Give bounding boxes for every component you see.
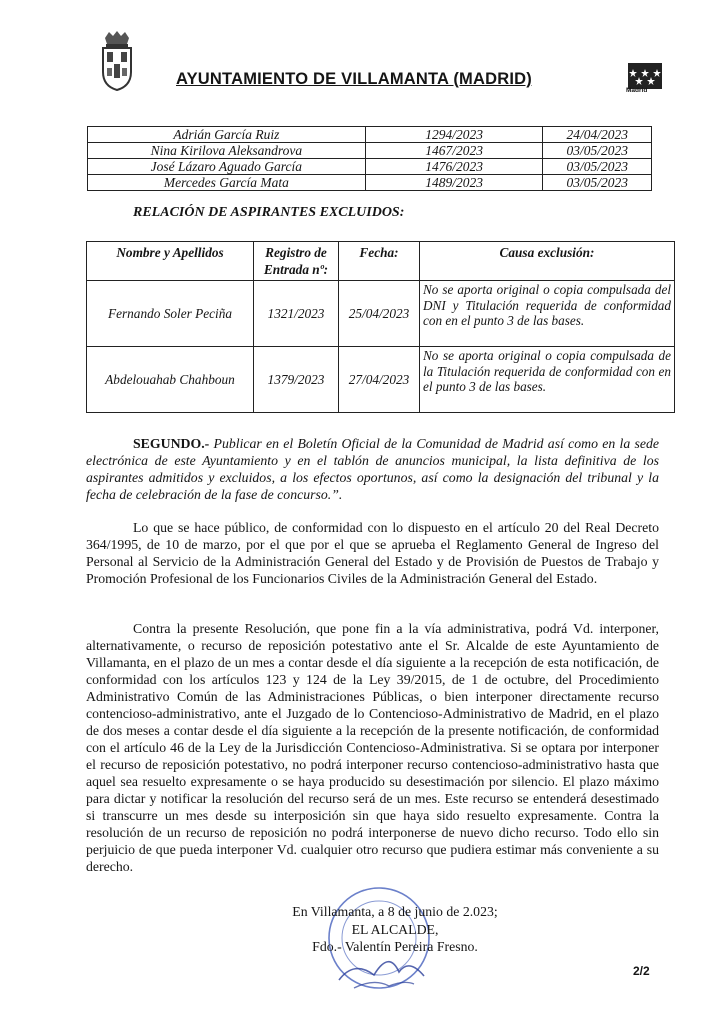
registry-number: 1379/2023 xyxy=(254,347,339,413)
table-header-row xyxy=(87,242,675,281)
admitted-table xyxy=(87,126,652,191)
table-row xyxy=(88,143,652,159)
registry-date: 03/05/2023 xyxy=(543,143,652,159)
appeal-paragraph xyxy=(86,620,659,875)
table-row xyxy=(88,127,652,143)
segundo-paragraph xyxy=(86,435,659,503)
registry-date: 25/04/2023 xyxy=(339,281,420,347)
exclusion-cause: No se aporta original o copia compulsada del DNI y Titulación requerida de conformidad con en el punto 3 de las bases. xyxy=(420,281,675,347)
registry-date: 03/05/2023 xyxy=(543,175,652,191)
excluded-table xyxy=(86,241,675,413)
registry-date: 03/05/2023 xyxy=(543,159,652,175)
page-number: 2/2 xyxy=(633,964,650,978)
column-header: Causa exclusión: xyxy=(420,242,675,281)
signer-name: Fdo.- Valentín Pereira Fresno. xyxy=(312,939,478,954)
column-header: Fecha: xyxy=(339,242,420,281)
applicant-name: Adrián García Ruiz xyxy=(88,127,366,143)
column-header: Registro de Entrada nº: xyxy=(254,242,339,281)
signature-block xyxy=(280,903,510,956)
segundo-label: SEGUNDO.- xyxy=(133,436,210,451)
paragraph-text: Lo que se hace público, de conformidad con lo dispuesto en el artículo 20 del Real Decreto 364/1995, de 10 de marzo, por el que por el que se aprueba el Reglamento General de Ingreso del Personal al Servicio de la Administración General del Estado y de Provisión de Puestos de Trabajo y Promoción Profesional de los Funcionarios Civiles de la Administración General del Estado. xyxy=(86,520,659,586)
column-header: Nombre y Apellidos xyxy=(87,242,254,281)
table-row xyxy=(87,347,675,413)
applicant-name: Abdelouahab Chahboun xyxy=(87,347,254,413)
registry-date: 24/04/2023 xyxy=(543,127,652,143)
signer-role: EL ALCALDE, xyxy=(351,921,439,937)
applicant-name: Fernando Soler Peciña xyxy=(87,281,254,347)
registry-number: 1476/2023 xyxy=(365,159,543,175)
applicant-name: José Lázaro Aguado García xyxy=(88,159,366,175)
paragraph-text: Contra la presente Resolución, que pone fin a la vía administrativa, podrá Vd. interponer, alternativamente, o recurso de reposición potestativo ante el Sr. Alcalde de este Ayuntamiento de Villamanta, en el plazo de un mes a contar desde el día siguiente a la recepción de esta notificación, de conformidad con los artículos 123 y 124 de la Ley 39/2015, de 1 de octubre, del Procedimiento Administrativo Común de las Administraciones Públicas, o bien interponer directamente recurso contencioso-administrativo, ante el Juzgado de lo Contencioso-Administrativo de Madrid, en el plazo de dos meses a contar desde el día siguiente a la recepción de la presente notificación, de conformidad con el artículo 46 de la Ley de la Jurisdicción Contencioso-Administrativa. Si se optara por interponer el recurso de reposición potestativo, no podrá interponer recurso contencioso-administrativo hasta que aquel sea resuelto expresamente o se haya producido su desestimación por silencio. El plazo máximo para dictar y notificar la resolución del recurso será de un mes. Este recurso se entenderá desestimado si transcurre un mes desde su interposición sin que haya sido resuelto expresamente. Contra la resolución de un recurso de reposición no podrá interponerse de nuevo dicho recurso. Todo ello sin perjuicio de que pueda interponer Vd. cualquier otro recurso que pudiera estimar más conveniente a su derecho. xyxy=(86,621,659,874)
excluded-heading: RELACIÓN DE ASPIRANTES EXCLUIDOS: xyxy=(133,205,405,220)
applicant-name: Mercedes García Mata xyxy=(88,175,366,191)
registry-number: 1489/2023 xyxy=(365,175,543,191)
coat-of-arms-icon xyxy=(93,30,141,92)
registry-number: 1467/2023 xyxy=(365,143,543,159)
segundo-text: Publicar en el Boletín Oficial de la Comunidad de Madrid así como en la sede electrónica de este Ayuntamiento y en el tablón de anuncios municipal, la lista definitiva de los aspirantes admitidos y excluidos, a los efectos oportunos, así como la designación del tribunal y la fecha de celebración de la fase de concurso.”. xyxy=(86,436,659,502)
exclusion-cause: No se aporta original o copia compulsada de la Titulación requerida de conformidad con en el punto 3 de las bases. xyxy=(420,347,675,413)
page-title: AYUNTAMIENTO DE VILLAMANTA (MADRID) xyxy=(176,70,532,88)
table-row xyxy=(87,281,675,347)
table-row xyxy=(88,159,652,175)
madrid-logo-label: Madrid xyxy=(626,87,648,94)
registry-date: 27/04/2023 xyxy=(339,347,420,413)
place-date: En Villamanta, a 8 de junio de 2.023; xyxy=(292,904,498,919)
applicant-name: Nina Kirilova Aleksandrova xyxy=(88,143,366,159)
publication-paragraph xyxy=(86,519,659,587)
registry-number: 1321/2023 xyxy=(254,281,339,347)
registry-number: 1294/2023 xyxy=(365,127,543,143)
table-row xyxy=(88,175,652,191)
